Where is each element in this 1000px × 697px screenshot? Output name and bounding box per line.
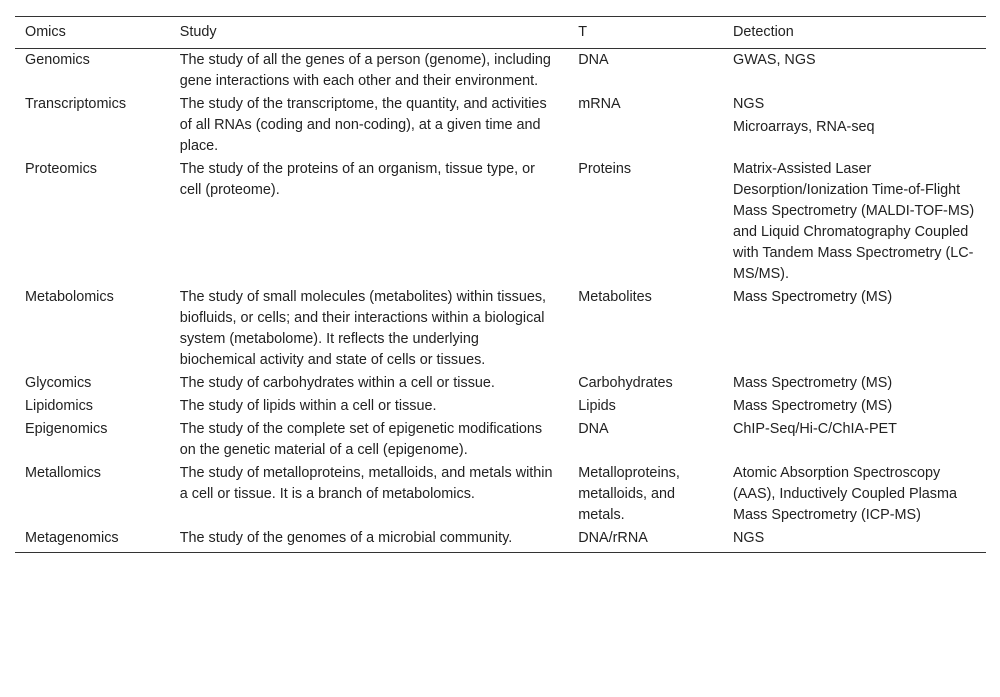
cell-t: DNA (578, 421, 609, 437)
cell-omics: Glycomics (25, 375, 92, 391)
cell-detection (723, 395, 986, 418)
table-row (15, 286, 986, 372)
cell-omics: Metagenomics (15, 527, 170, 553)
cell-omics: Metabolomics (25, 289, 114, 305)
cell-detection (723, 286, 986, 372)
detection-entry: GWAS, NGS (733, 52, 816, 68)
detection-entry: NGS (733, 96, 765, 112)
cell-detection (723, 93, 986, 158)
header-row (15, 17, 986, 49)
cell-t: DNA (578, 52, 609, 68)
cell-omics: Lipidomics (25, 398, 93, 414)
cell-study: The study of the complete set of epigenetic modifications on the genetic material of a cell (epigenome). (179, 421, 543, 458)
cell-study: The study of carbohydrates within a cell or tissue. (179, 375, 495, 391)
table-body (15, 49, 986, 553)
cell-t: Lipids (578, 398, 616, 414)
cell-study: The study of lipids within a cell or tissue. (179, 398, 437, 414)
cell-study: The study of all the genes of a person (genome), including gene interactions with each other and their environment. (179, 52, 551, 89)
detection-entry: Microarrays, RNA-seq (733, 119, 875, 135)
cell-detection (723, 418, 986, 462)
detection-entry: Matrix-Assisted Laser Desorption/Ionization Time-of-Flight Mass Spectrometry (MALDI-TOF-MS) and Liquid Chromatography Coupled with Tandem Mass Spectrometry (LC-MS/MS). (733, 161, 975, 282)
table-row (15, 462, 986, 527)
detection-entry: Atomic Absorption Spectroscopy (AAS), Inductively Coupled Plasma Mass Spectrometry (ICP-MS) (733, 465, 957, 523)
omics-table (15, 16, 986, 553)
header-t: T (568, 17, 723, 49)
cell-study: The study of the proteins of an organism, tissue type, or cell (proteome). (179, 161, 535, 198)
table-row (15, 372, 986, 395)
header-study: Study (170, 17, 569, 49)
cell-omics: Transcriptomics (25, 96, 127, 112)
cell-study: The study of metalloproteins, metalloids, and metals within a cell or tissue. It is a branch of metabolomics. (179, 465, 553, 502)
cell-study: The study of the genomes of a microbial community. (170, 527, 569, 553)
detection-entry: Mass Spectrometry (MS) (733, 289, 893, 305)
table-header (15, 17, 986, 49)
table-row (15, 418, 986, 462)
cell-t: Metabolites (578, 289, 652, 305)
cell-detection (723, 462, 986, 527)
table-row (15, 527, 986, 553)
cell-t: mRNA (578, 96, 621, 112)
header-detection: Detection (723, 17, 986, 49)
cell-t: Proteins (578, 161, 632, 177)
cell-detection (723, 158, 986, 286)
cell-t: Metalloproteins, metalloids, and metals. (578, 465, 680, 523)
table-row (15, 395, 986, 418)
cell-omics: Proteomics (25, 161, 97, 177)
table-row (15, 49, 986, 94)
detection-entry: Mass Spectrometry (MS) (733, 375, 893, 391)
table-row (15, 158, 986, 286)
detection-entry: NGS (733, 530, 765, 546)
cell-detection (723, 372, 986, 395)
cell-omics: Epigenomics (25, 421, 108, 437)
cell-omics: Metallomics (25, 465, 101, 481)
detection-entry: ChIP-Seq/Hi-C/ChIA-PET (733, 421, 897, 437)
cell-t: Carbohydrates (578, 375, 673, 391)
detection-entry: Mass Spectrometry (MS) (733, 398, 893, 414)
cell-study: The study of the transcriptome, the quantity, and activities of all RNAs (coding and non-coding), at a given time and place. (179, 96, 547, 154)
header-omics: Omics (15, 17, 170, 49)
cell-detection (723, 527, 986, 553)
cell-study: The study of small molecules (metabolites) within tissues, biofluids, or cells; and their interactions within a biological system (metabolome). It reflects the underlying biochemical activity and state of cells or tissues. (179, 289, 547, 368)
table-row (15, 93, 986, 158)
cell-t: DNA/rRNA (568, 527, 723, 553)
cell-detection (723, 49, 986, 94)
cell-omics: Genomics (25, 52, 90, 68)
